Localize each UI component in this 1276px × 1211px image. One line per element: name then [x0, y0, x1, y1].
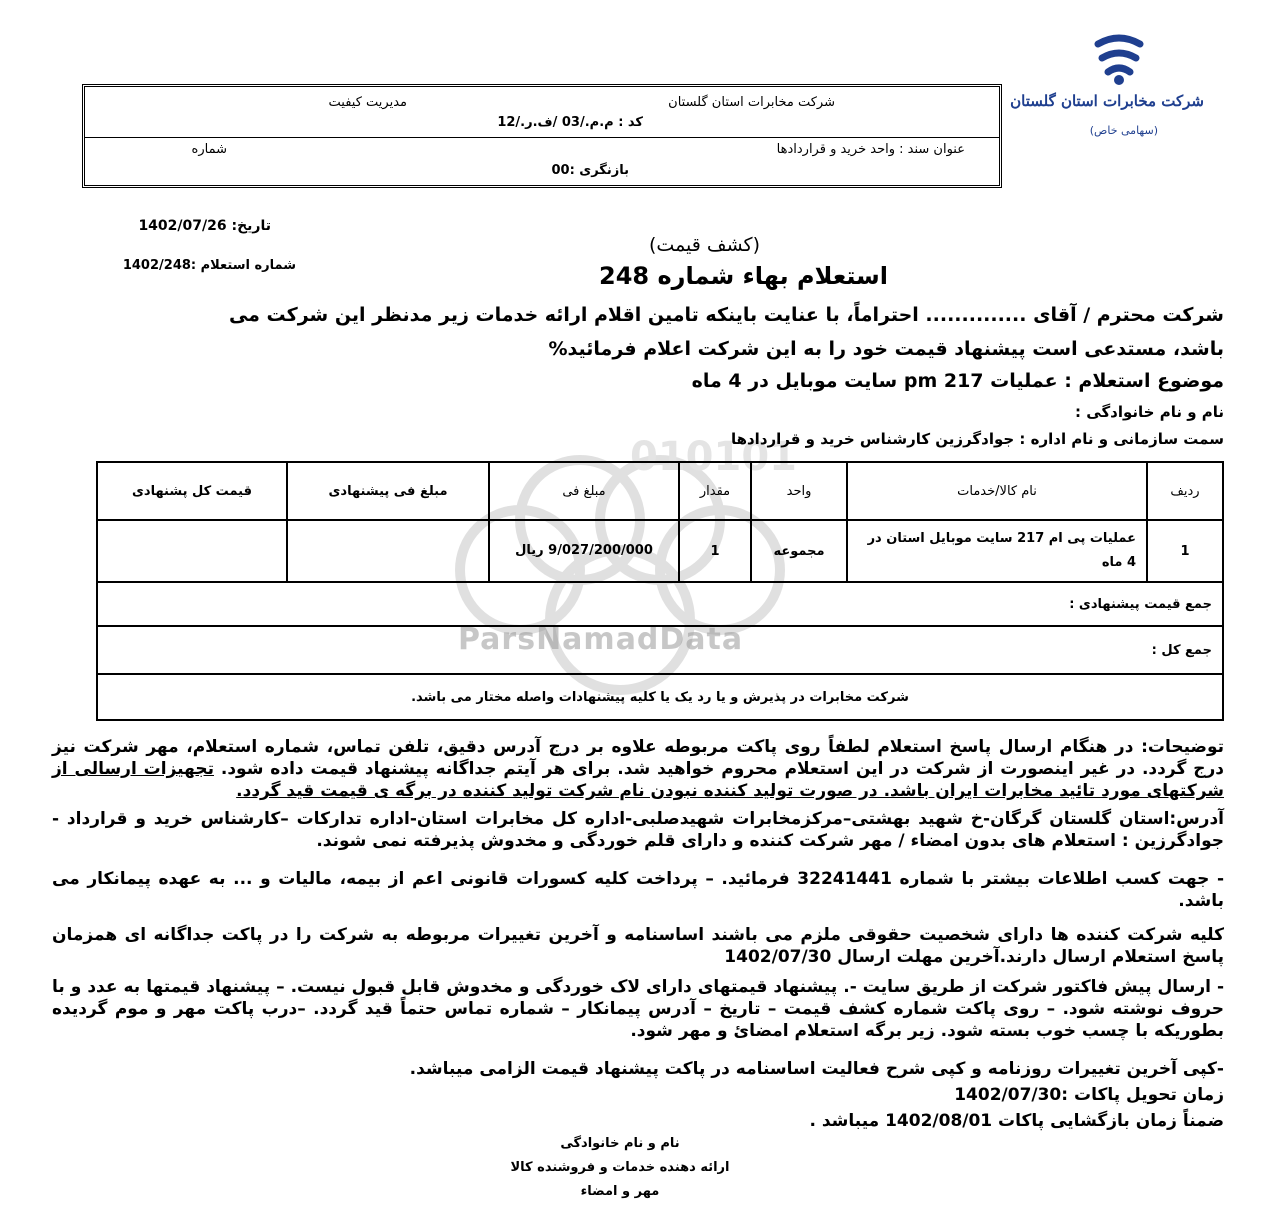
name-label: نام و نام خانوادگی :	[1075, 403, 1224, 421]
sum-total-row	[97, 626, 1223, 674]
inquiry-subject: موضوع استعلام : عملیات pm 217 سایت موبایل در 4 ماه	[691, 370, 1224, 392]
document-header	[82, 84, 1002, 188]
page-title: استعلام بهاء شماره 248	[599, 262, 888, 290]
notes-paragraph-7: زمان تحویل پاکات :1402/07/30	[954, 1085, 1224, 1105]
header-quality: مدیریت کیفیت	[328, 95, 407, 110]
signature-role: ارائه دهنده خدمات و فروشنده کالا	[510, 1160, 730, 1175]
sum-offer-label: جمع قیمت پیشنهادی :	[97, 582, 1223, 626]
cell-offer-total[interactable]	[97, 520, 287, 582]
svg-text:010101: 010101	[630, 434, 797, 480]
header-revision: بازنگری :00	[551, 163, 629, 178]
notes-paragraph-3: - جهت کسب اطلاعات بیشتر با شماره 32241441 فرمائید. – پرداخت کلیه کسورات قانونی اعم از بیمه، مالیات و ... به عهده پیمانکار می باشد.	[52, 869, 1225, 911]
th-qty: مقدار	[679, 462, 751, 520]
cell-price: 9/027/200/000 ریال	[489, 520, 679, 582]
cell-offer-unit[interactable]	[287, 520, 489, 582]
table-note-row	[97, 674, 1223, 720]
cell-unit: مجموعه	[751, 520, 847, 582]
th-price: مبلغ فی	[489, 462, 679, 520]
header-number-label: شماره	[191, 142, 227, 157]
inquiry-number: شماره استعلام :1402/248	[122, 258, 296, 273]
notes-paragraph-5: - ارسال پیش فاکتور شرکت از طریق سایت -. پیشنهاد قیمتهای دارای لاک خوردگی و مخدوش قابل قبول نیست. – پیشنهاد قیمتها به عدد و با حروف نوشته شود. – روی پاکت شماره کشف قیمت – تاریخ – آدرس پیمانکار – شماره تماس حتماً قید گردد. –درب پاکت مهر و موم گردیده بطوریکه با چسب خوب بسته شود. زیر برگه استعلام امضائ و مهر شود.	[52, 977, 1224, 1041]
cell-row: 1	[1147, 520, 1223, 582]
position-label: سمت سازمانی و نام اداره : جوادگرزین کارشناس خرید و قراردادها	[730, 430, 1224, 448]
title-subtitle: (کشف قیمت)	[649, 234, 760, 256]
notes-p1-b: تجهیزات ارسالی از شرکتهای مورد تائید مخابرات ایران باشد. در صورت تولید کننده نبودن نام شرکت تولید کننده در برگه ی قیمت قید گردد.	[52, 759, 1224, 801]
table-row	[97, 520, 1223, 582]
notes-p1-a: توضیحات: در هنگام ارسال پاسخ استعلام لطفاً روی پاکت مربوطه علاوه بر درج آدرس دقیق، تلفن تماس، شماره استعلام، مهر شرکت نیز درج گردد. در غیر اینصورت از شرکت در این استعلام محروم خواهید شد. برای هر آیتم جداگانه پیشنهاد قیمت داده شود.	[52, 737, 1224, 779]
table-note: شرکت مخابرات در پذیرش و یا رد یک یا کلیه پیشنهادات واصله مختار می باشد.	[97, 674, 1223, 720]
sum-total-label: جمع کل :	[97, 626, 1223, 674]
header-doc-title: عنوان سند : واحد خرید و قراردادها	[776, 142, 965, 157]
signature-seal: مهر و امضاء	[580, 1184, 660, 1199]
notes-paragraph-8: ضمناً زمان بازگشایی پاکات 1402/08/01 میباشد .	[809, 1111, 1224, 1131]
th-offer-unit: مبلغ فی پیشنهادی	[287, 462, 489, 520]
header-company: شرکت مخابرات استان گلستان	[668, 95, 835, 110]
logo-company-type: (سهامی خاص)	[1089, 124, 1158, 137]
intro-line-2: باشد، مستدعی است پیشنهاد قیمت خود را به این شرکت اعلام فرمائید%	[548, 338, 1224, 360]
watermark-text: ParsNamadData	[458, 622, 744, 657]
cell-qty: 1	[679, 520, 751, 582]
company-logo-icon	[1088, 30, 1150, 86]
cell-item: عملیات پی ام 217 سایت موبایل استان در 4 ماه	[847, 520, 1147, 582]
intro-line-1: شرکت محترم / آقای .............. احتراماً، با عنایت باینکه تامین اقلام ارائه خدمات زیر مدنظر این شرکت می	[228, 304, 1224, 326]
logo-company-name: شرکت مخابرات استان گلستان	[1010, 92, 1204, 110]
signature-name: نام و نام خانوادگی	[560, 1136, 680, 1151]
header-code: کد : م.م./03 /ف.ر./12	[497, 115, 643, 130]
th-unit: واحد	[751, 462, 847, 520]
th-offer-total: قیمت کل پشنهادی	[97, 462, 287, 520]
sum-offer-row	[97, 582, 1223, 626]
table-header-row	[97, 462, 1223, 520]
inquiry-date: تاریخ: 1402/07/26	[138, 218, 271, 234]
items-table	[96, 461, 1224, 721]
th-item: نام کالا/خدمات	[847, 462, 1147, 520]
header-divider	[85, 137, 999, 138]
notes-paragraph-2: آدرس:استان گلستان گرگان-خ شهید بهشتی–مرکزمخابرات شهیدصلبی-اداره کل مخابرات استان-اداره تدارکات –کارشناس خرید و قرارداد - جوادگرزین : استعلام های بدون امضاء / مهر شرکت کننده و دارای قلم خوردگی و مخدوش پذیرفته نمی شوند.	[52, 809, 1224, 851]
notes-paragraph-6: -کپی آخرین تغییرات روزنامه و کپی شرح فعالیت اساسنامه در پاکت پیشنهاد قیمت الزامی میباشد.	[409, 1059, 1224, 1079]
th-row: ردیف	[1147, 462, 1223, 520]
notes-paragraph-4: کلیه شرکت کننده ها دارای شخصیت حقوقی ملزم می باشند اساسنامه و آخرین تغییرات مربوطه به شرکت را در پاکت جداگانه ای همزمان پاسخ استعلام ارسال دارند.آخرین مهلت ارسال 1402/07/30	[52, 925, 1224, 967]
notes-paragraph-1	[52, 736, 1224, 802]
